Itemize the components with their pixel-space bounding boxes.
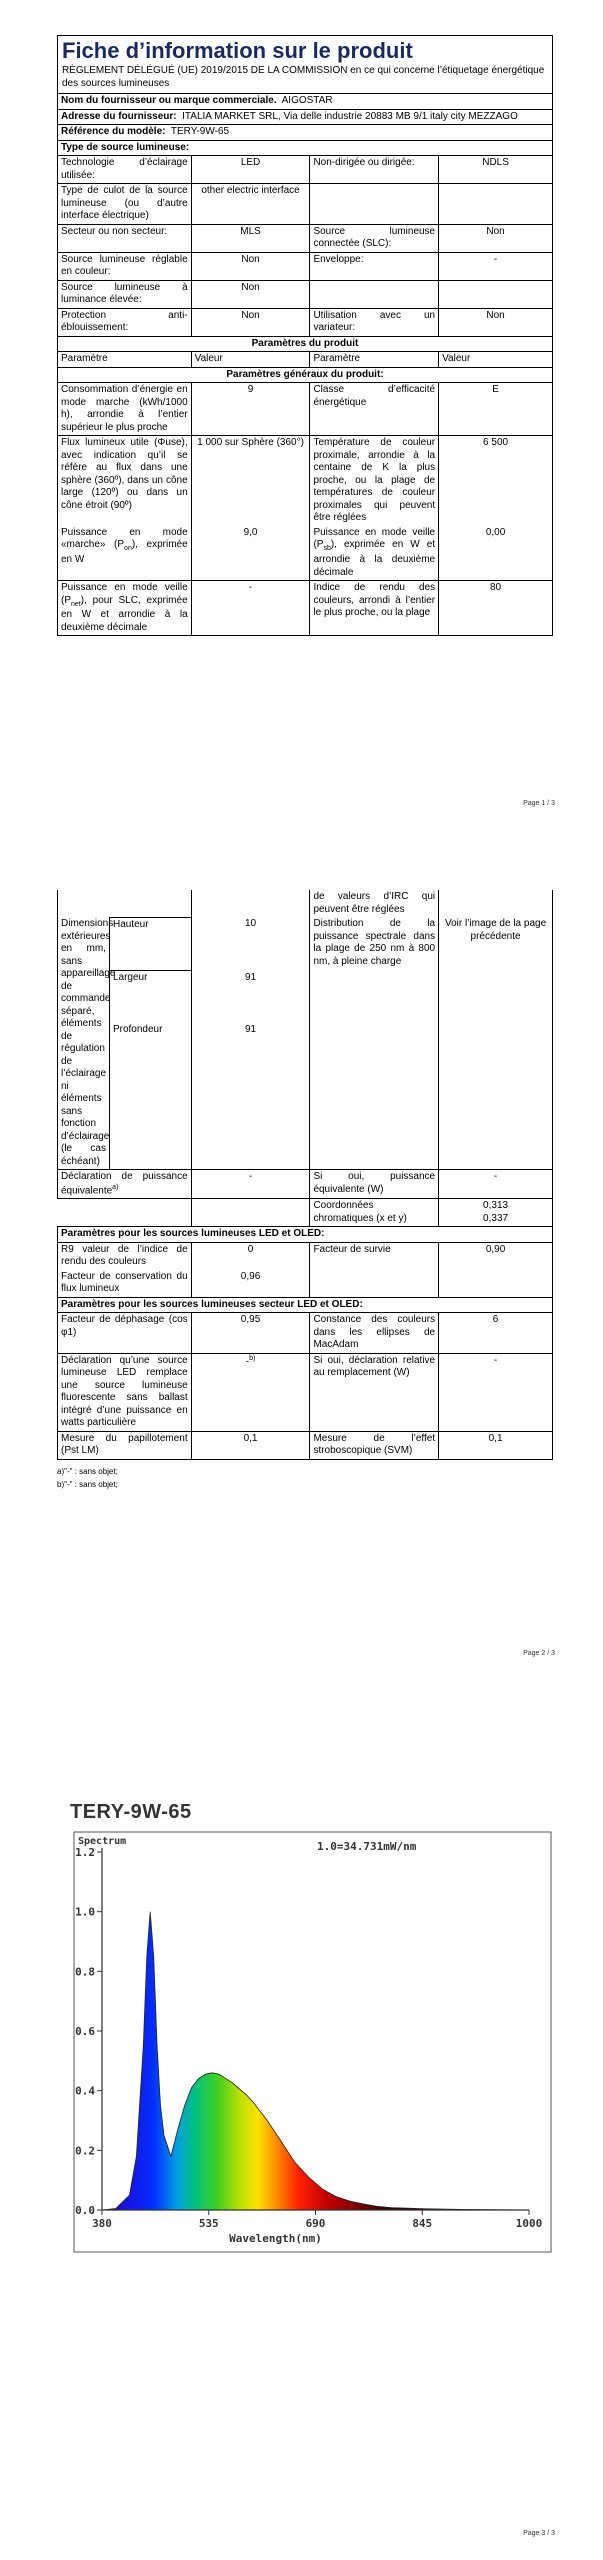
param-value (439, 1270, 553, 1298)
source-type-header-row (58, 140, 553, 156)
y-tick-label: 1.0 (75, 1905, 95, 1919)
param-label: Flux lumineux utile (Φuse), avec indication qu’il se réfère au flux dans une sphère (360º), dans un cône large (120º) ou dans un cône étroit (90º) (58, 436, 192, 526)
param-label (58, 526, 192, 581)
param-value (191, 1353, 310, 1431)
product-info-sheet (57, 35, 553, 636)
hauteur-label: Hauteur (109, 917, 191, 971)
type-row (58, 308, 553, 336)
address-value: ITALIA MARKET SRL, Via delle industrie 20883 MB 9/1 italy city MEZZAGO (182, 110, 518, 122)
general-header-row (58, 367, 553, 383)
x-tick-label: 845 (412, 2217, 433, 2230)
param-value: NDLS (439, 156, 553, 184)
mains-header-row (58, 1297, 553, 1313)
param-value: Non (191, 308, 310, 336)
param-value: 0,00 (439, 526, 553, 581)
spectrum-chart (70, 1830, 553, 2260)
page-footer: Page 1 / 3 (523, 800, 555, 807)
params-header-row (58, 336, 553, 352)
param-label: Source lumineuse connectée (SLC): (310, 224, 439, 252)
footnote-a: a)"-" : sans objet; (57, 1466, 118, 1476)
address-row (58, 109, 553, 125)
param-value: Non (439, 224, 553, 252)
param-value: 0,1 (439, 1431, 553, 1459)
param-label: de valeurs d’IRC qui peuvent être réglées (310, 890, 439, 917)
equivalent-power-label: Si oui, puissance équivalente (W) (310, 1170, 439, 1199)
mains-row (58, 1353, 553, 1431)
param-value (439, 280, 553, 308)
param-label: Protection anti-éblouissement: (58, 308, 192, 336)
info-table (57, 93, 553, 636)
param-label-text: Puissance en mode veille $(P_{sb})$, exprimée en W et arrondie à la deuxième décimale (313, 526, 436, 578)
param-label: Si oui, déclaration relative au remplacement (W) (310, 1353, 439, 1431)
param-value: LED (191, 156, 310, 184)
led-row (58, 1242, 553, 1270)
sheet-header (57, 35, 553, 93)
mains-row (58, 1431, 553, 1459)
supplier-row (58, 94, 553, 110)
page-2 (0, 820, 603, 1700)
supplier-label: Nom du fournisseur ou marque commerciale. (61, 95, 277, 107)
equivalent-label (58, 1170, 192, 1199)
param-value: 0,1 (191, 1431, 310, 1459)
param-label (310, 1270, 439, 1298)
param-value: - (191, 581, 310, 636)
address-label: Adresse du fournisseur: (61, 110, 177, 122)
param-label: Mesure du papillotement (Pst LM) (58, 1431, 192, 1459)
param-label: Technologie d’éclairage utilisée: (58, 156, 192, 184)
page-1 (0, 0, 603, 820)
param-label: Mesure de l’effet stroboscopique (SVM) (310, 1431, 439, 1459)
general-row (58, 526, 553, 581)
param-label: Indice de rendu des couleurs, arrondi à l’entier le plus proche, ou la plage (310, 581, 439, 636)
chromaticity-value (439, 1199, 553, 1227)
param-label: Enveloppe: (310, 252, 439, 280)
param-label: Non-dirigée ou dirigée: (310, 156, 439, 184)
model-label: Référence du modèle: (61, 126, 166, 138)
param-value: 0,95 (191, 1313, 310, 1354)
led-header-row (58, 1227, 553, 1243)
product-info-sheet-continued (57, 890, 553, 1491)
regulation-text: RÈGLEMENT DÉLÉGUÉ (UE) 2019/2015 DE LA COMMISSION en ce qui concerne l’étiquetage énergétique des sources lumineuses (62, 65, 545, 89)
y-tick-label: 0.0 (75, 2204, 95, 2217)
param-value: 80 (439, 581, 553, 636)
largeur-label: Largeur (109, 971, 191, 1023)
chromaticity-label: Coordonnées chromatiques (x et y) (310, 1199, 439, 1227)
type-row (58, 224, 553, 252)
continued-row (58, 890, 553, 917)
type-row (58, 252, 553, 280)
mains-header: Paramètres pour les sources lumineuses secteur LED et OLED: (58, 1297, 553, 1313)
param-value: 9,0 (191, 526, 310, 581)
page-footer: Page 3 / 3 (523, 2530, 555, 2537)
param-value-text: - (245, 1356, 250, 1368)
param-value: Non (191, 252, 310, 280)
column-header: Valeur (439, 352, 553, 368)
y-tick-label: 0.6 (75, 2025, 95, 2038)
spectral-distribution-label: Distribution de la puissance spectrale dans la plage de 250 nm à 800 nm, à pleine charge (310, 917, 439, 1170)
dimensions-row (58, 917, 553, 971)
general-row (58, 581, 553, 636)
param-label: Classe d’efficacité énergétique (310, 383, 439, 436)
chart-title: TERY-9W-65 (70, 1801, 192, 1823)
param-value: E (439, 383, 553, 436)
chromaticity-y: 0,337 (483, 1212, 509, 1224)
source-type-header: Type de source lumineuse: (58, 140, 553, 156)
param-value: 0,96 (191, 1270, 310, 1298)
y-tick-label: 0.8 (75, 1965, 95, 1979)
spectral-distribution-value: Voir l’image de la page précédente (439, 917, 553, 1170)
type-row (58, 156, 553, 184)
chromaticity-x: 0,313 (483, 1200, 509, 1212)
mains-row (58, 1313, 553, 1354)
param-value: MLS (191, 224, 310, 252)
param-value: other electric interface (191, 184, 310, 225)
footnotes (57, 1466, 553, 1492)
model-row (58, 125, 553, 141)
param-label: Facteur de déphasage (cos φ1) (58, 1313, 192, 1354)
general-row (58, 383, 553, 436)
param-label: Source lumineuse réglable en couleur: (58, 252, 192, 280)
type-row (58, 280, 553, 308)
param-label: Secteur ou non secteur: (58, 224, 192, 252)
y-tick-label: 1.2 (75, 1846, 95, 1859)
param-label (310, 280, 439, 308)
param-label-text: Puissance en mode veille $(P_{net})$, pour SLC, exprimée en W et arrondie à la deuxième décimale (61, 582, 188, 633)
hauteur-value: 10 (191, 917, 310, 971)
param-label: R9 valeur de l’indice de rendu des couleurs (58, 1242, 192, 1270)
x-tick-label: 1000 (515, 2217, 543, 2230)
param-value: Non (439, 308, 553, 336)
x-tick-label: 690 (305, 2217, 326, 2230)
param-label: Constance des couleurs dans les ellipses de MacAdam (310, 1313, 439, 1354)
param-value: - (439, 1353, 553, 1431)
column-header: Paramètre (310, 352, 439, 368)
param-label: Consommation d’énergie en mode marche (kWh/1000 h), arrondie à l’entier supérieur le plus proche (58, 383, 192, 436)
param-value (439, 184, 553, 225)
page-footer: Page 2 / 3 (523, 1650, 555, 1657)
y-tick-label: 0.2 (75, 2144, 95, 2158)
equivalent-power-value: - (439, 1170, 553, 1199)
model-value: TERY-9W-65 (170, 126, 230, 138)
param-label: Type de culot de la source lumineuse (ou d’autre interface électrique) (58, 184, 192, 225)
param-label-text: Puissance en mode «marche» $(P_{on})$, exprimée en W (61, 526, 188, 566)
general-header: Paramètres généraux du produit: (58, 367, 553, 383)
dimensions-label: Dimensions extérieures en mm, sans appareillage de commande séparé, éléments de régulation de l’éclairage ni éléments sans fonction d’éclairage (le cas échéant) (58, 917, 110, 1170)
param-value: 9 (191, 383, 310, 436)
param-label: Facteur de survie (310, 1242, 439, 1270)
spectrum-area (102, 1912, 529, 2210)
param-label (310, 184, 439, 225)
param-value: 0,90 (439, 1242, 553, 1270)
y-tick-label: 0.4 (75, 2084, 95, 2098)
equivalent-label-text: Déclaration de puissance équivalente (61, 1171, 188, 1196)
param-label: Facteur de conservation du flux lumineux (58, 1270, 192, 1298)
footnote-marker: b) (249, 1354, 256, 1362)
param-label (58, 581, 192, 636)
profondeur-label: Profondeur (109, 1023, 191, 1073)
param-label: Utilisation avec un variateur: (310, 308, 439, 336)
param-label: Température de couleur proximale, arrondie à la centaine de K la plus proche, ou la plage de températures de couleur proximales qui peuvent être réglées (310, 436, 439, 526)
param-value: 0 (191, 1242, 310, 1270)
footnote-b: b)"-" : sans objet; (57, 1479, 118, 1489)
info-table-continued (57, 890, 553, 1460)
param-value: - (439, 252, 553, 280)
page-title: Fiche d’information sur le produit (62, 38, 413, 63)
led-header: Paramètres pour les sources lumineuses LED et OLED: (58, 1227, 553, 1243)
param-value: Non (191, 280, 310, 308)
supplier-value: AIGOSTAR (281, 95, 333, 107)
page-3 (0, 1700, 603, 2560)
param-value: 6 (439, 1313, 553, 1354)
equivalent-value: - (191, 1170, 310, 1199)
x-axis-label: Wavelength(nm) (229, 2232, 322, 2245)
param-value: 6 500 (439, 436, 553, 526)
param-label (310, 526, 439, 581)
chromaticity-row (58, 1199, 553, 1227)
x-tick-label: 380 (92, 2217, 112, 2230)
led-row (58, 1270, 553, 1298)
general-row (58, 436, 553, 526)
type-row (58, 184, 553, 225)
column-header: Paramètre (58, 352, 192, 368)
footnote-marker: a) (112, 1183, 119, 1191)
profondeur-value: 91 (191, 1023, 310, 1073)
params-header: Paramètres du produit (58, 336, 553, 352)
largeur-value: 91 (191, 971, 310, 1023)
chart-annotation: 1.0=34.731mW/nm (317, 1840, 417, 1853)
column-header: Valeur (191, 352, 310, 368)
param-label: Déclaration qu’une source lumineuse LED remplace une source lumineuse fluorescente sans ballast intégré d’une puissance en watts particulière (58, 1353, 192, 1431)
column-header-row (58, 352, 553, 368)
equivalent-row (58, 1170, 553, 1199)
x-tick-label: 535 (198, 2217, 219, 2230)
param-value: 1 000 sur Sphère (360°) (191, 436, 310, 526)
chart-subtitle: Spectrum (78, 1836, 127, 1847)
param-label: Source lumineuse à luminance élevée: (58, 280, 192, 308)
